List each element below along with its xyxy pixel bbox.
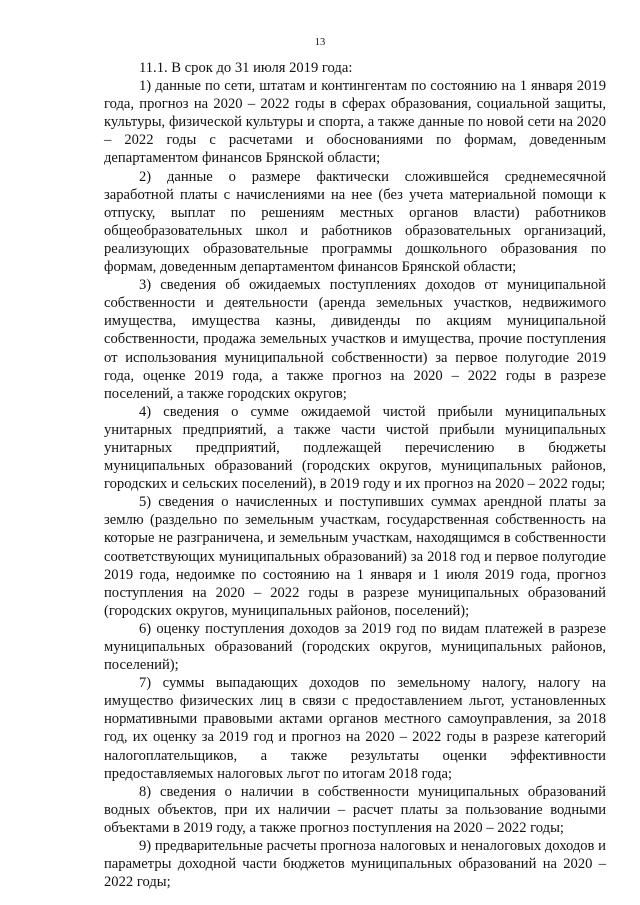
list-item-1: 1) данные по сети, штатам и контингентам по состоянию на 1 января 2019 года, прогноз на 2020 – 2022 годы в сферах образования, социальной защиты, культуры, физической культуры и спорта, а также данные по новой сети на 2020 – 2022 годы с расчетами и обоснованиями по формам, доведенным департаментом финансов Брянской области; xyxy=(104,78,606,167)
list-item-4: 4) сведения о сумме ожидаемой чистой прибыли муниципальных унитарных предприятий, а также части чистой прибыли муниципальных унитарных предприятий, подлежащей перечислению в бюджеты муниципальных образований (городских округов, муниципальных районов, городских и сельских поселений), в 2019 году и их прогноз на 2020 – 2022 годы; xyxy=(104,403,606,493)
list-item-2: 2) данные о размере фактически сложившейся среднемесячной заработной платы с начислениями на нее (без учета материальной помощи к отпуску, выплат по решениям местных органов власти) работников общеобразовательных школ и работников образовательных организаций, реализующих образовательные программы дошкольного образования по формам, доведенным департаментом финансов Брянской области; xyxy=(104,168,606,276)
list-item-5: 5) сведения о начисленных и поступивших суммах арендной платы за землю (раздельно по земельным участкам, государственная собственность на которые не разграничена, и земельным участкам, находящимся в собственности соответствующих муниципальных образований) за 2018 год и первое полугодие 2019 года, недоимке по состоянию на 1 января и 1 июля 2019 года, прогноз поступления на 2020 – 2022 годы в разрезе муниципальных образований (городских округов, муниципальных районов, поселений); xyxy=(104,494,606,619)
document-body xyxy=(104,59,606,891)
page-number: 13 xyxy=(314,37,326,48)
list-item-9: 9) предварительные расчеты прогноза налоговых и неналоговых доходов и параметры доходной части бюджетов муниципальных образований на 2020 – 2022 годы; xyxy=(104,838,606,891)
section-heading: 11.1. В срок до 31 июля 2019 года: xyxy=(139,60,353,76)
list-item-6: 6) оценку поступления доходов за 2019 год по видам платежей в разрезе муниципальных образований (городских округов, муниципальных районов, поселений); xyxy=(104,620,606,674)
list-item-3: 3) сведения об ожидаемых поступлениях доходов от муниципальной собственности и деятельности (аренда земельных участков, недвижимого имущества, имущества казны, дивиденды по акциям муниципальной собственности, продажа земельных участков и имущества, прочие поступления от использования муниципальной собственности) за первое полугодие 2019 года, оценке 2019 года, а также прогноз на 2020 – 2022 годы в разрезе поселений, а также городских округов; xyxy=(104,277,606,402)
list-item-8: 8) сведения о наличии в собственности муниципальных образований водных объектов, при их наличии – расчет платы за пользование водными объектами в 2019 году, а также прогноз поступления на 2020 – 2022 годы; xyxy=(104,783,606,836)
list-item-7: 7) суммы выпадающих доходов по земельному налогу, налогу на имущество физических лиц в связи с предоставлением льгот, установленных нормативными правовыми актами органов местного самоуправления, за 2018 год, их оценку за 2019 год и прогноз на 2020 – 2022 годы в разрезе категорий налогоплательщиков, а также результаты оценки эффективности предоставляемых налоговых льгот по итогам 2018 года; xyxy=(104,675,606,782)
